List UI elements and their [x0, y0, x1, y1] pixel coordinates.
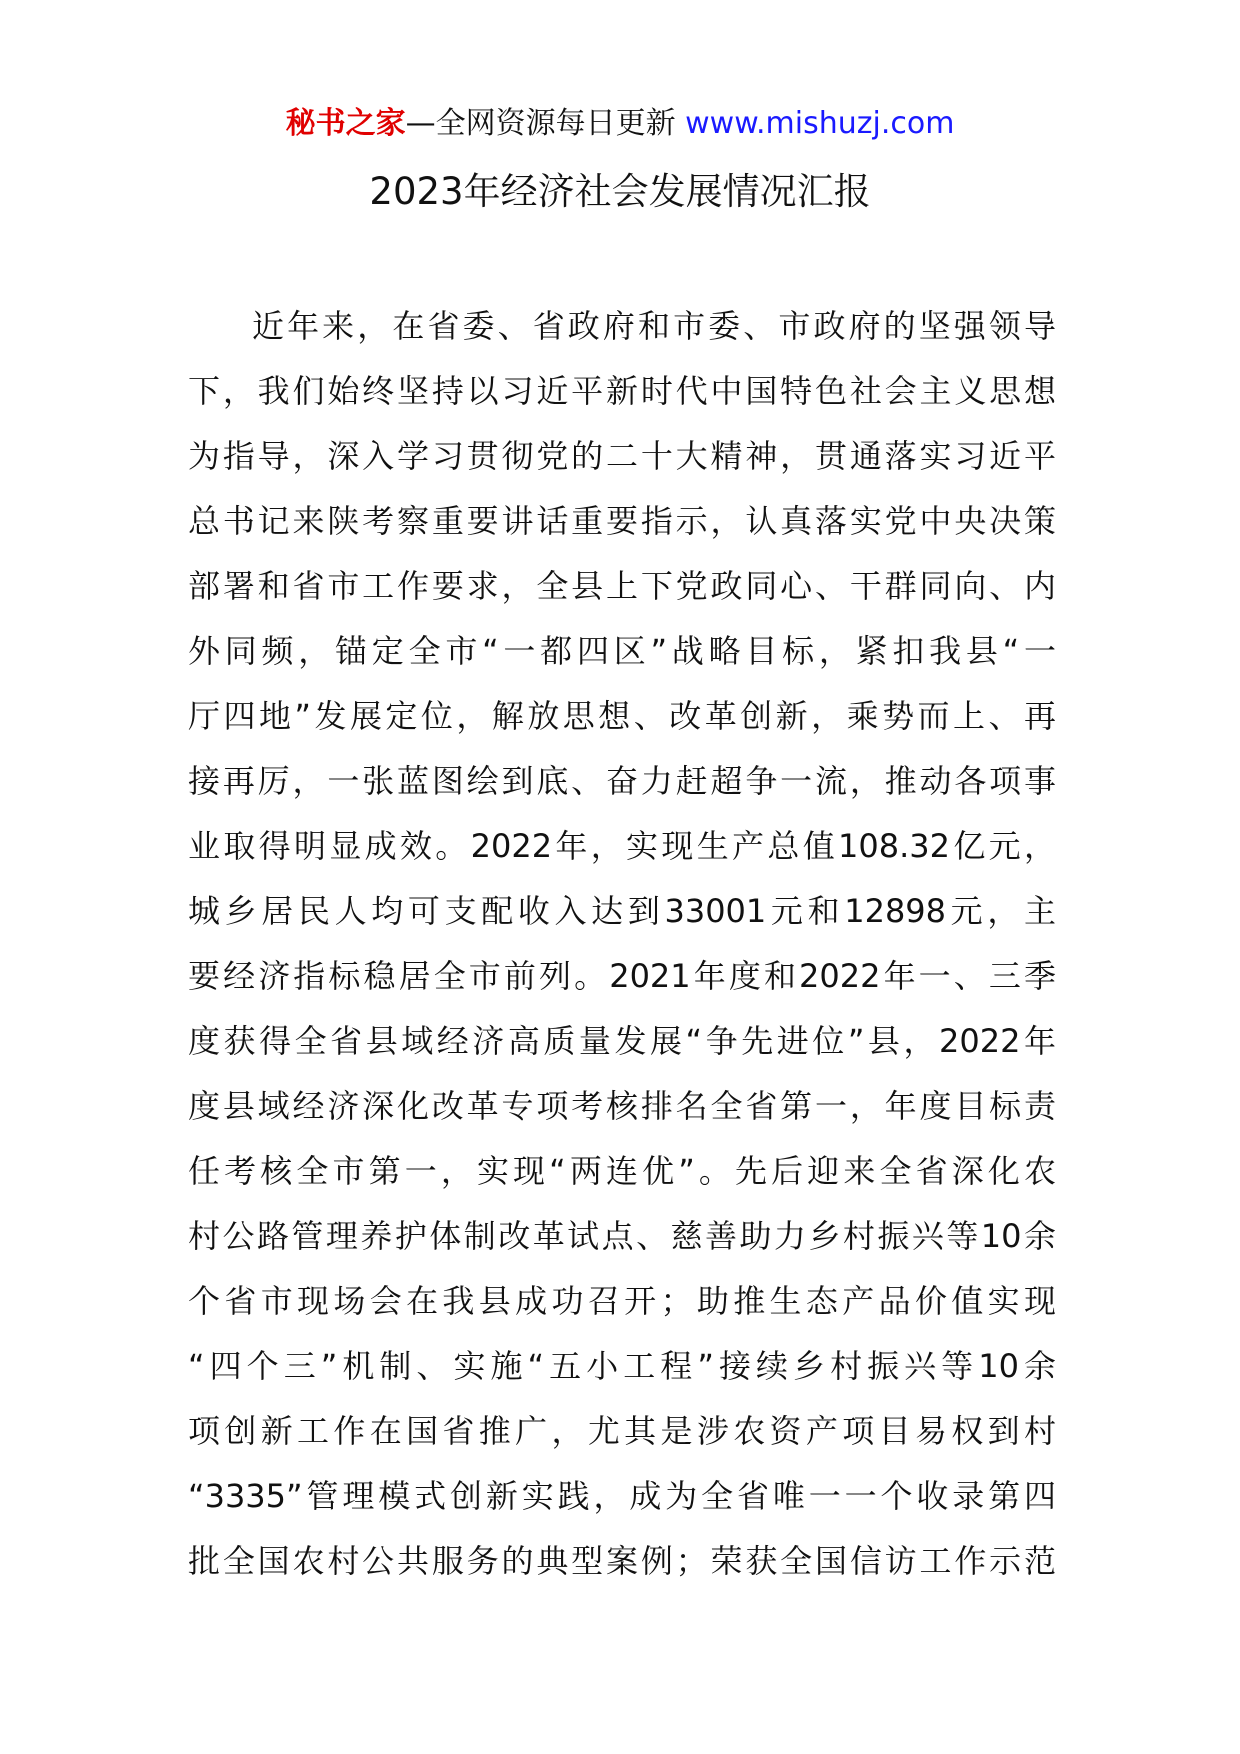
body-line: 任考核全市第一，实现“两连优”。先后迎来全省深化农 [188, 1152, 1056, 1190]
brand-name: 秘书之家 [285, 106, 406, 141]
body-line: 要经济指标稳居全市前列。2021年度和2022年一、三季 [188, 957, 1056, 995]
body-line: 城乡居民人均可支配收入达到33001元和12898元，主 [188, 892, 1056, 930]
site-url-link[interactable]: www.mishuzj.com [685, 106, 955, 141]
body-line: 总书记来陕考察重要讲话重要指示，认真落实党中央决策 [188, 502, 1056, 540]
body-line: 个省市现场会在我县成功召开；助推生态产品价值实现 [188, 1282, 1056, 1320]
body-line: 部署和省市工作要求，全县上下党政同心、干群同向、内 [188, 567, 1056, 605]
watermark-header [0, 104, 1240, 144]
body-line: 项创新工作在国省推广，尤其是涉农资产项目易权到村 [188, 1412, 1056, 1450]
body-line: 近年来，在省委、省政府和市委、市政府的坚强领导 [252, 307, 1056, 345]
body-line: 厅四地”发展定位，解放思想、改革创新，乘势而上、再 [188, 697, 1056, 735]
body-line: “四个三”机制、实施“五小工程”接续乡村振兴等10余 [188, 1347, 1056, 1385]
body-line: 外同频，锚定全市“一都四区”战略目标，紧扣我县“一 [188, 632, 1056, 670]
body-line: 度县域经济深化改革专项考核排名全省第一，年度目标责 [188, 1087, 1056, 1125]
document-body [188, 294, 1056, 1594]
body-line: 下，我们始终坚持以习近平新时代中国特色社会主义思想 [188, 372, 1056, 410]
body-line: 批全国农村公共服务的典型案例；荣获全国信访工作示范 [188, 1542, 1056, 1580]
brand-tagline: —全网资源每日更新 [405, 106, 686, 141]
body-line: 业取得明显成效。2022年，实现生产总值108.32亿元， [188, 827, 1056, 865]
body-line: “3335”管理模式创新实践，成为全省唯一一个收录第四 [188, 1477, 1056, 1515]
body-line: 村公路管理养护体制改革试点、慈善助力乡村振兴等10余 [188, 1217, 1056, 1255]
body-line: 为指导，深入学习贯彻党的二十大精神，贯通落实习近平 [188, 437, 1056, 475]
body-line: 接再厉，一张蓝图绘到底、奋力赶超争一流，推动各项事 [188, 762, 1056, 800]
body-line: 度获得全省县域经济高质量发展“争先进位”县，2022年 [188, 1022, 1056, 1060]
document-title: 2023年经济社会发展情况汇报 [369, 170, 871, 213]
